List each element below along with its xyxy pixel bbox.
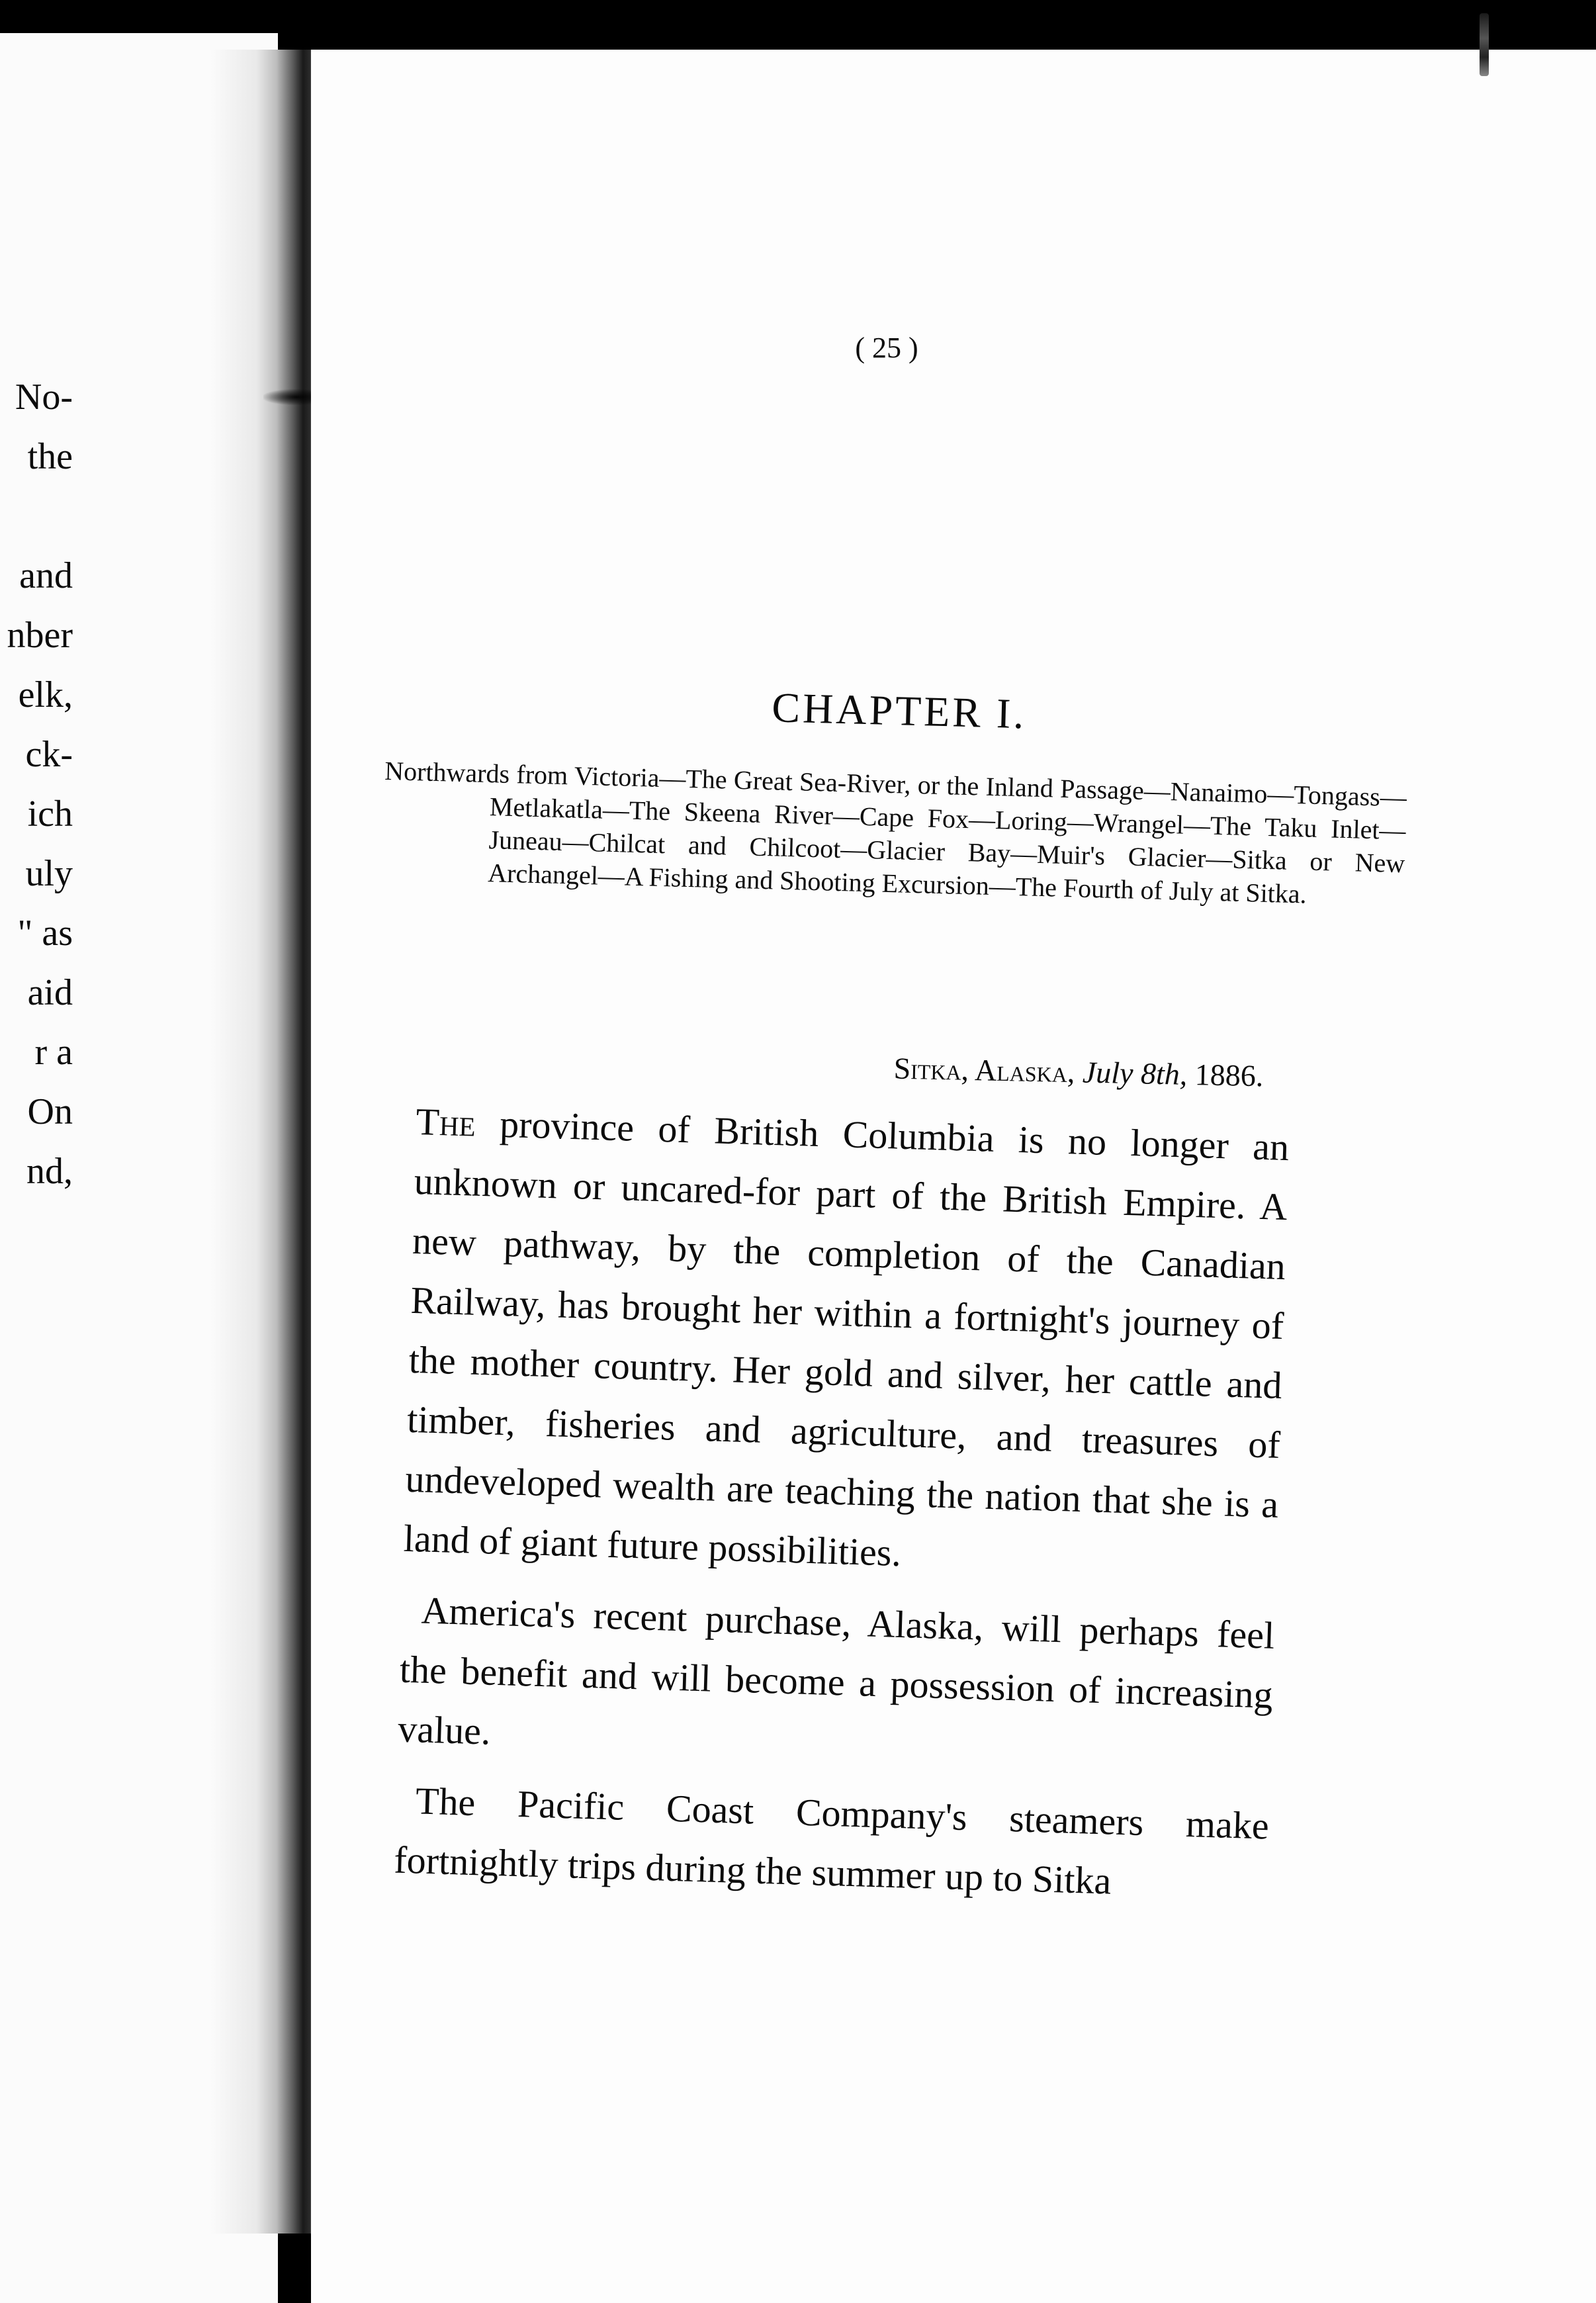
- dateline-date: July 8th,: [1082, 1055, 1188, 1091]
- paragraph: The Pacific Coast Company's steamers make fortnightly trips during the summer up to Sitka: [393, 1779, 1270, 1903]
- left-line: ck-: [25, 734, 73, 775]
- left-line: uly: [25, 853, 73, 894]
- left-page-text: [0, 367, 73, 1201]
- left-line: r a: [34, 1032, 73, 1073]
- left-line: ich: [27, 793, 73, 835]
- page-number: ( 25 ): [855, 332, 918, 364]
- left-line: aid: [27, 972, 73, 1013]
- left-line: nd,: [26, 1151, 73, 1192]
- left-line: and: [19, 555, 73, 596]
- left-line: elk,: [18, 674, 73, 715]
- left-line: " as: [17, 913, 73, 954]
- left-line: nber: [7, 615, 73, 656]
- dateline-place: Sitka, Alaska,: [893, 1051, 1075, 1089]
- paragraph-lead: The: [415, 1099, 476, 1145]
- left-line: No-: [15, 377, 73, 418]
- body-text: [393, 1092, 1290, 1928]
- paragraph: America's recent purchase, Alaska, will perhaps feel the benefit and will become a possession of increasing value.: [397, 1588, 1276, 1753]
- paragraph-text: province of British Columbia is no longer an unknown or uncared-for part of the British Empire. A new pathway, by the completion of the Canadian Railway, has brought her within a fortnight's journey of the mother country. Her gold and silver, her cattle and timber, fisheries and agriculture, and treasures of undeveloped wealth are teaching the nation that she is a land of giant future possibilities.: [403, 1101, 1290, 1575]
- chapter-synopsis: Northwards from Victoria—The Great Sea-River, or the Inland Passage—Nanaimo—Tongass—Metlakatla—The Skeena River—Cape Fox—Loring—Wrangel—The Taku Inlet—Juneau—Chilcat and Chilcoot—Glacier Bay—Muir's Glacier—Sitka or New Archangel—A Fishing and Shooting Excursion—The Fourth of July at Sitka.: [384, 755, 1407, 909]
- chapter-heading: CHAPTER I.: [771, 684, 1028, 738]
- left-line: the: [27, 436, 73, 477]
- paragraph: [403, 1092, 1290, 1594]
- scan-edge-mark: [1480, 13, 1489, 76]
- left-line: On: [27, 1091, 73, 1132]
- book-gutter: [210, 50, 323, 2234]
- left-line: [0, 486, 73, 546]
- dateline-year: 1886.: [1194, 1058, 1264, 1093]
